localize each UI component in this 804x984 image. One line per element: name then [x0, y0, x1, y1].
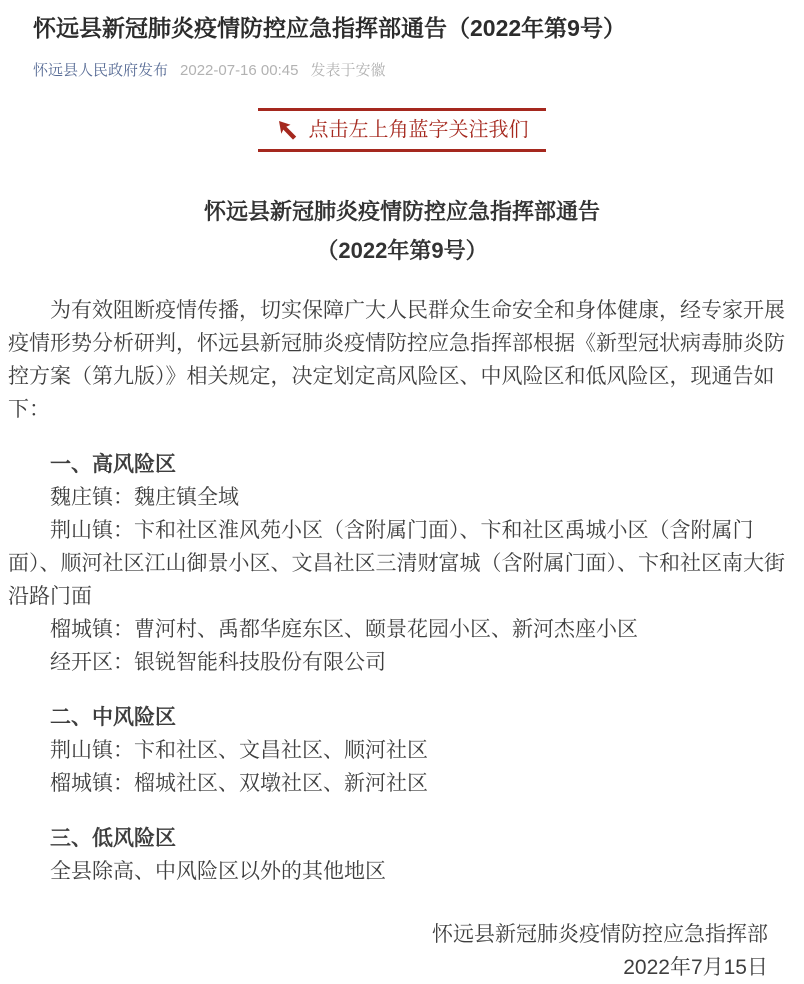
list-item: 全县除高、中风险区以外的其他地区	[50, 860, 386, 883]
list-item: 榴城镇：曹河村、禹都华庭东区、颐景花园小区、新河杰座小区	[50, 618, 638, 641]
section-heading: 一、高风险区	[50, 453, 176, 476]
list-item: 经开区：银锐智能科技股份有限公司	[50, 651, 386, 674]
account-link[interactable]: 怀远县人民政府发布	[33, 62, 169, 79]
follow-banner[interactable]	[258, 108, 546, 152]
section-heading: 三、低风险区	[50, 827, 176, 850]
section-low-risk	[8, 822, 796, 888]
list-item: 榴城镇：榴城社区、双墩社区、新河社区	[50, 772, 428, 795]
signature-block	[8, 918, 796, 984]
section-high-risk	[8, 448, 796, 679]
article-header	[0, 12, 804, 81]
intro-paragraph: 为有效阻断疫情传播，切实保障广大人民群众生命安全和身体健康，经专家开展疫情形势分析研判，怀远县新冠肺炎疫情防控应急指挥部根据《新型冠状病毒肺炎防控方案（第九版）》相关规定，决定划定高风险区、中风险区和低风险区，现通告如下：	[8, 299, 785, 421]
signature-date: 2022年7月15日	[623, 956, 768, 979]
arrow-up-left-icon	[276, 118, 300, 142]
document-heading-line1: 怀远县新冠肺炎疫情防控应急指挥部通告	[203, 199, 600, 224]
byline	[33, 60, 771, 81]
document-heading-line2: （2022年第9号）	[316, 238, 488, 263]
follow-banner-text: 点击左上角蓝字关注我们	[308, 119, 529, 141]
list-item: 荆山镇：卞和社区淮风苑小区（含附属门面）、卞和社区禹城小区（含附属门面）、顺河社区江山御景小区、文昌社区三清财富城（含附属门面）、卞和社区南大街沿路门面	[8, 519, 785, 608]
signature-issuer: 怀远县新冠肺炎疫情防控应急指挥部	[432, 923, 768, 946]
list-item: 荆山镇：卞和社区、文昌社区、顺河社区	[50, 739, 428, 762]
document-body	[0, 192, 804, 984]
publish-timestamp: 2022-07-16 00:45	[180, 62, 299, 79]
section-heading: 二、中风险区	[50, 706, 176, 729]
follow-banner-wrap	[258, 108, 546, 152]
page-title: 怀远县新冠肺炎疫情防控应急指挥部通告（2022年第9号）	[33, 15, 626, 41]
section-medium-risk	[8, 701, 796, 800]
list-item: 魏庄镇：魏庄镇全域	[50, 486, 239, 509]
document-heading	[8, 192, 796, 270]
publish-location: 发表于安徽	[310, 62, 386, 79]
